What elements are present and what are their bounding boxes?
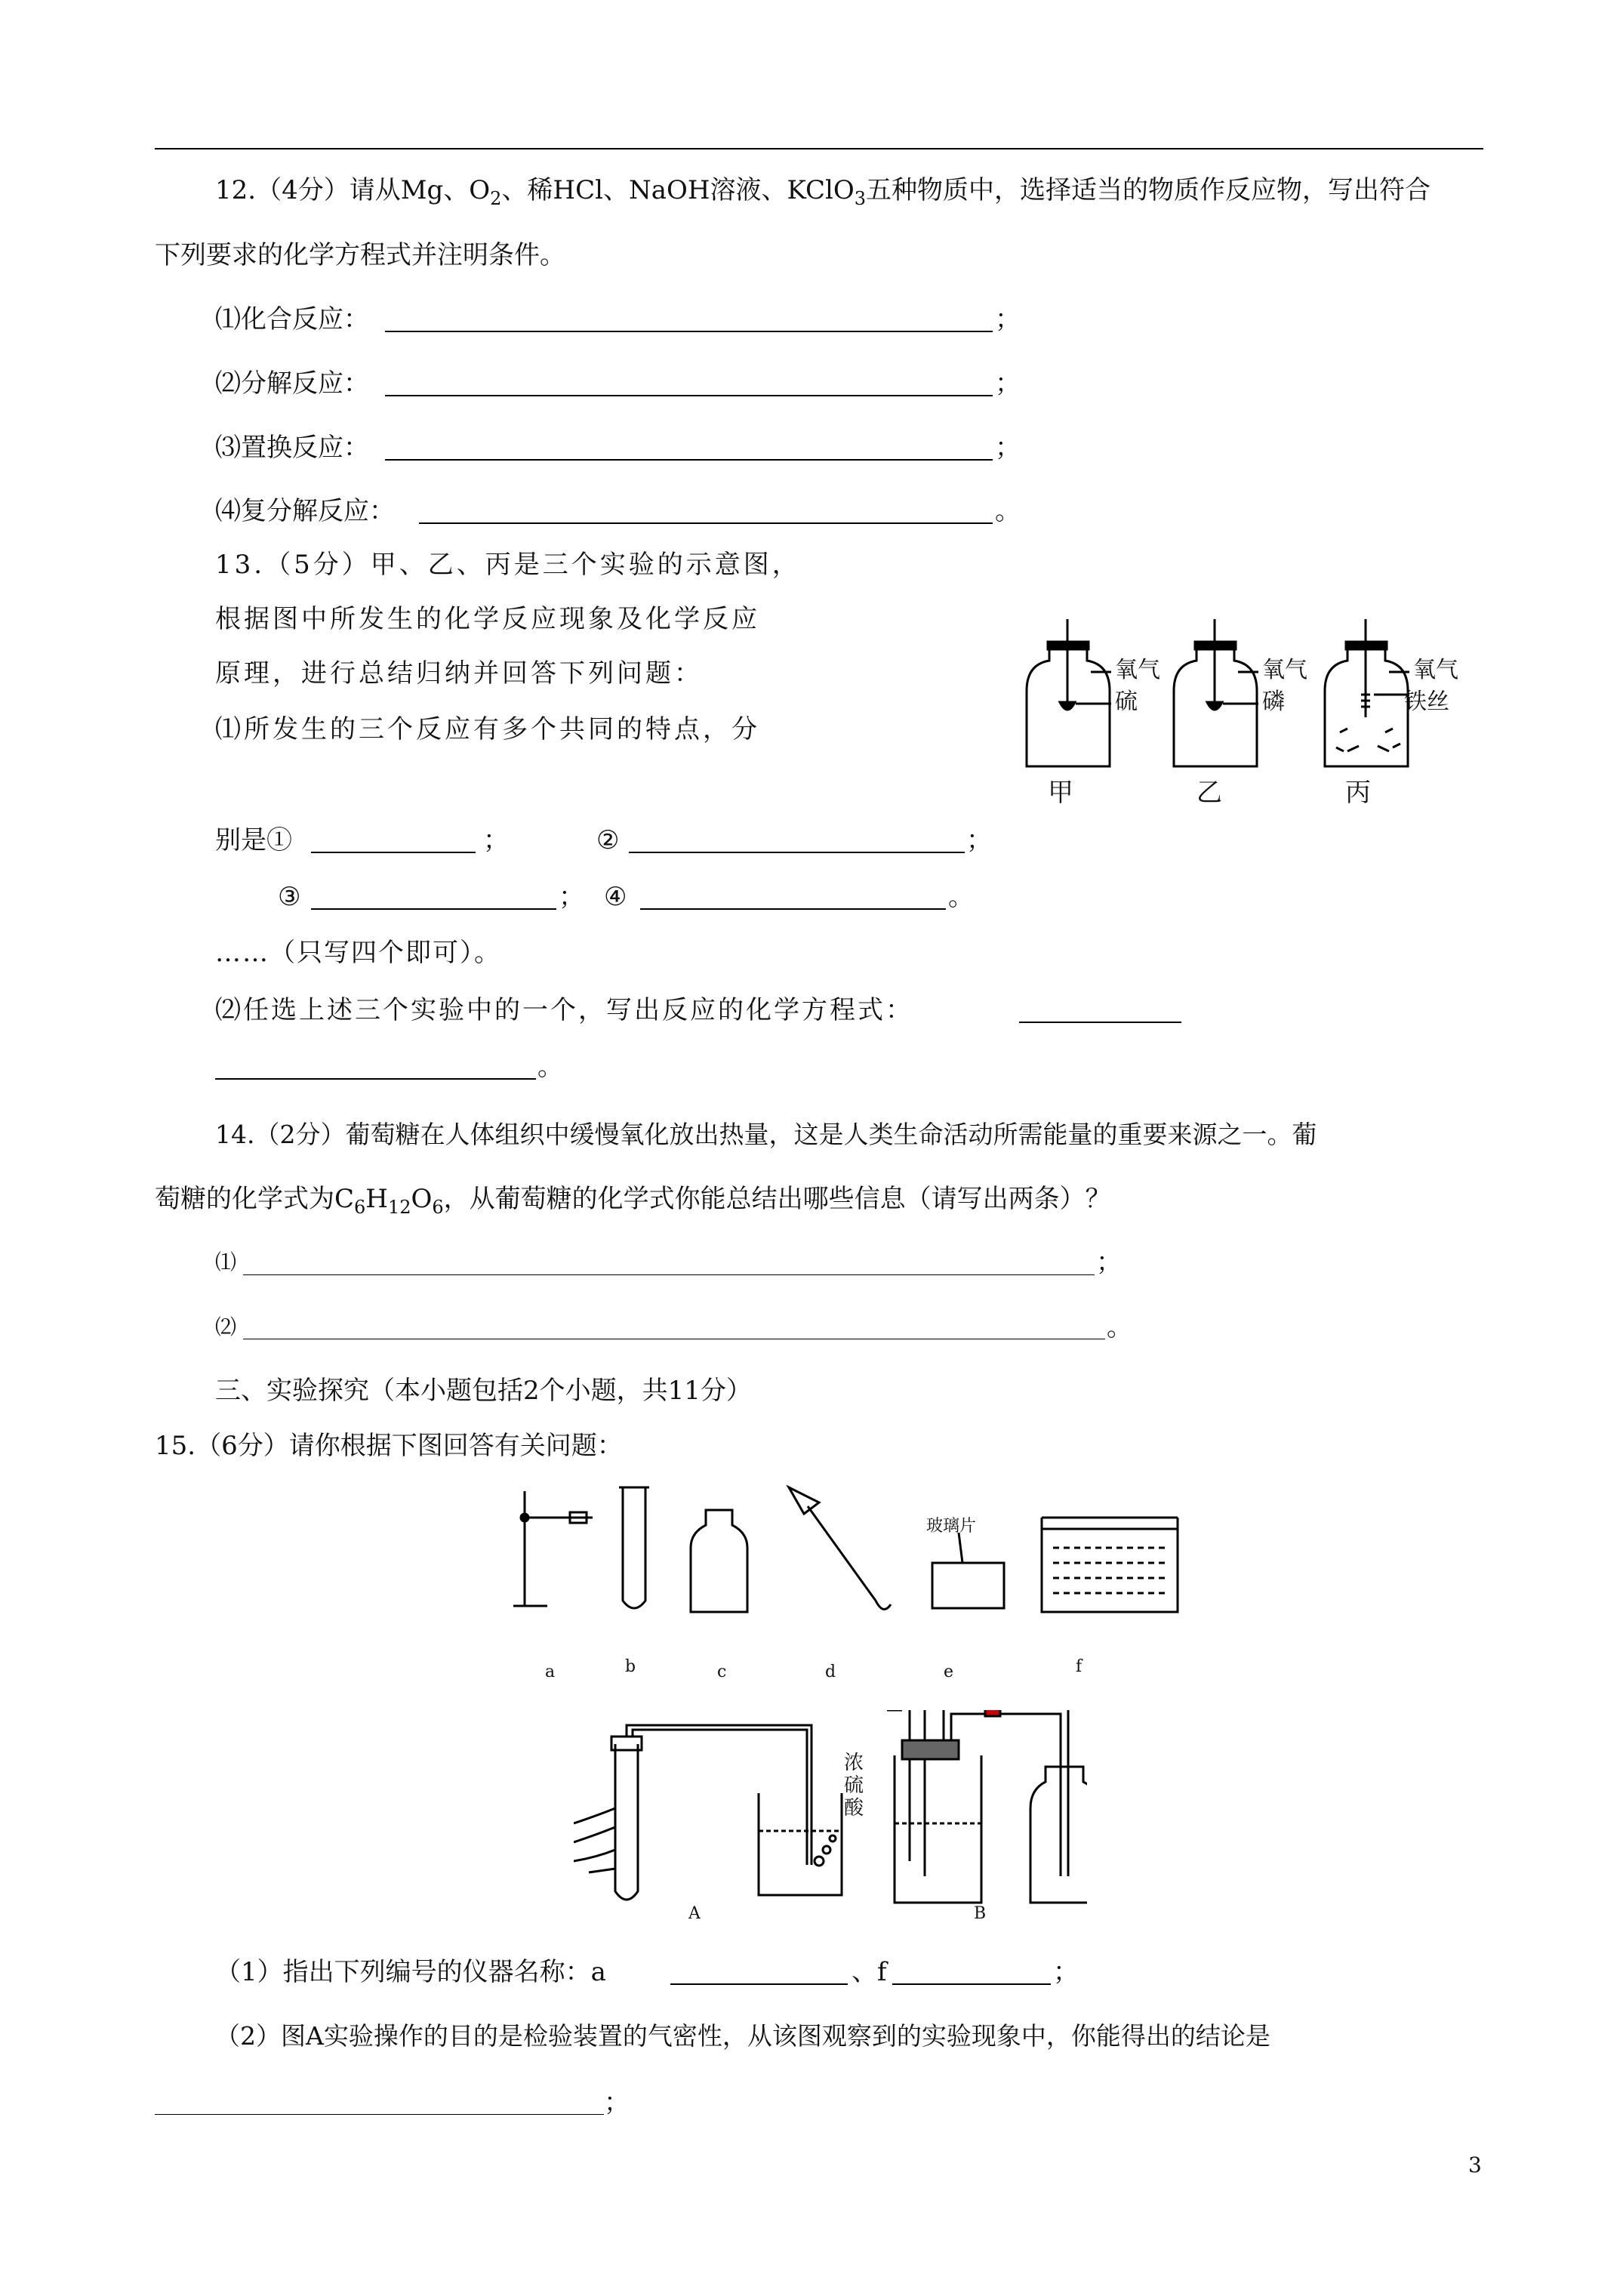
setup-label-b: B <box>974 1904 987 1923</box>
jar-jia <box>1027 619 1111 766</box>
jar-bing-substance: 铁丝 <box>1404 689 1449 715</box>
q13-line-1: 13.（5分）甲、乙、丙是三个实验的示意图， <box>215 550 801 580</box>
setups-figure <box>574 1710 1087 1906</box>
q13-line-4: ⑴所发生的三个反应有多个共同的特点，分 <box>215 714 760 744</box>
q13-etc: ……（只写四个即可）。 <box>215 938 501 968</box>
q14-line-2: 萄糖的化学式为$C_6H_{12}O_6$，从葡萄糖的化学式你能总结出哪些信息（请写出两条）？ <box>155 1184 1111 1218</box>
jar-yi <box>1174 619 1258 766</box>
test-tube-icon <box>619 1487 649 1608</box>
q13-row2-b-end: 。 <box>948 882 974 912</box>
q13-part2: ⑵任选上述三个实验中的一个，写出反应的化学方程式： <box>215 995 913 1025</box>
q12-item-4-blank[interactable] <box>419 522 993 524</box>
q13-row1-a: 别是① <box>215 825 292 855</box>
q15-part1-end: ； <box>1053 1957 1079 1987</box>
apparatus-label-c: c <box>717 1663 727 1681</box>
q13-part2-end: 。 <box>537 1052 563 1082</box>
q13-line-2: 根据图中所发生的化学反应现象及化学反应 <box>215 604 760 634</box>
q13-row2-b: ④ <box>604 882 627 912</box>
q12-item-1-blank[interactable] <box>385 331 993 332</box>
header-rule <box>155 148 1483 149</box>
apparatus-label-b: b <box>625 1657 636 1676</box>
q14-item-1-blank[interactable] <box>243 1274 1095 1275</box>
apparatus-label-e: e <box>944 1663 954 1681</box>
section-3-heading: 三、实验探究（本小题包括2个小题，共11分） <box>215 1376 752 1406</box>
acid-label-3: 酸 <box>844 1797 864 1820</box>
jar-yi-substance: 磷 <box>1262 689 1285 715</box>
apparatus-label-d: d <box>825 1663 836 1681</box>
jar-bing-gas: 氧气 <box>1413 657 1458 683</box>
q13-line-3: 原理，进行总结归纳并回答下列问题： <box>215 658 703 689</box>
apparatus-label-a: a <box>545 1663 556 1681</box>
q12-item-3-blank[interactable] <box>385 459 993 461</box>
q14-item-1-label: ⑴ <box>215 1250 237 1274</box>
jar-yi-gas: 氧气 <box>1262 657 1307 683</box>
q12-item-4-end: 。 <box>995 496 1021 526</box>
q14-line-1: 14.（2分）葡萄糖在人体组织中缓慢氧化放出热量，这是人类生命活动所需能量的重要来源之一。葡 <box>215 1120 1317 1149</box>
iron-stand-icon <box>513 1491 593 1606</box>
combustion-spoon-icon <box>789 1487 891 1609</box>
jar-bing-caption: 丙 <box>1345 778 1371 808</box>
q12-item-1-label: ⑴化合反应： <box>215 304 369 334</box>
q13-row2-a: ③ <box>278 882 301 912</box>
q12-item-1-end: ； <box>995 304 1021 334</box>
q13-part2-blank-a[interactable] <box>1019 1022 1181 1023</box>
q15-part2: （2）图A实验操作的目的是检验装置的气密性，从该图观察到的实验现象中，你能得出的结论是 <box>215 2021 1270 2051</box>
setup-a <box>574 1725 842 1900</box>
q13-blank-2[interactable] <box>629 852 965 853</box>
q13-blank-3[interactable] <box>311 908 556 910</box>
q13-blank-1[interactable] <box>311 852 476 853</box>
setup-b <box>887 1710 1087 1903</box>
q15-blank-a[interactable] <box>670 1983 848 1985</box>
q15-stem: 15.（6分）请你根据下图回答有关问题： <box>155 1431 623 1461</box>
q15-part2-blank[interactable] <box>155 2114 604 2115</box>
setup-label-a: A <box>688 1904 701 1923</box>
q12-stem-line2: 下列要求的化学方程式并注明条件。 <box>155 240 565 270</box>
q15-part1-sep: 、f <box>852 1957 887 1987</box>
q12-item-3-end: ； <box>995 433 1021 463</box>
q12-item-2-blank[interactable] <box>385 395 993 396</box>
q13-part2-blank-b[interactable] <box>215 1078 536 1080</box>
q12-stem: 12.（4分）请从Mg、$O_2$、稀HCl、NaOH溶液、KClO$_3$五种物质中，选择适当的物质作反应物，写出符合 <box>215 175 1431 209</box>
q12-item-2-end: ； <box>995 368 1021 399</box>
jar-yi-caption: 乙 <box>1196 778 1222 808</box>
q12-item-2-label: ⑵分解反应： <box>215 368 369 399</box>
jar-jia-caption: 甲 <box>1048 778 1073 808</box>
q12-item-3-label: ⑶置换反应： <box>215 433 369 463</box>
jar-jia-substance: 硫 <box>1115 689 1138 715</box>
apparatus-label-f: f <box>1076 1657 1083 1676</box>
page-number: 3 <box>1468 2153 1482 2177</box>
wide-bottle-icon <box>691 1510 747 1612</box>
jar-bing <box>1325 619 1409 766</box>
acid-label-1: 浓 <box>844 1752 864 1774</box>
q15-blank-f[interactable] <box>892 1983 1051 1985</box>
q14-item-2-label: ⑵ <box>215 1314 237 1339</box>
q13-row1-b-end: ； <box>966 825 992 855</box>
q13-row2-a-end: ； <box>559 882 584 912</box>
q14-item-1-end: ； <box>1096 1247 1122 1277</box>
glass-plate-icon <box>932 1533 1004 1608</box>
acid-label-2: 硫 <box>844 1774 864 1797</box>
q13-jars-figure <box>1019 619 1487 815</box>
jar-jia-gas: 氧气 <box>1115 657 1160 683</box>
q14-item-2-end: 。 <box>1107 1312 1132 1342</box>
q13-blank-4[interactable] <box>640 908 946 910</box>
q13-row1-b: ② <box>596 825 620 855</box>
q15-part1: （1）指出下列编号的仪器名称：a <box>215 1957 606 1987</box>
q13-row1-a-end: ； <box>483 825 509 855</box>
q12-item-4-label: ⑷复分解反应： <box>215 496 395 526</box>
q15-part2-end: ； <box>604 2088 630 2118</box>
apparatus-figure <box>502 1476 1181 1627</box>
glass-plate-label: 玻璃片 <box>926 1517 977 1536</box>
water-trough-icon <box>1042 1518 1178 1612</box>
